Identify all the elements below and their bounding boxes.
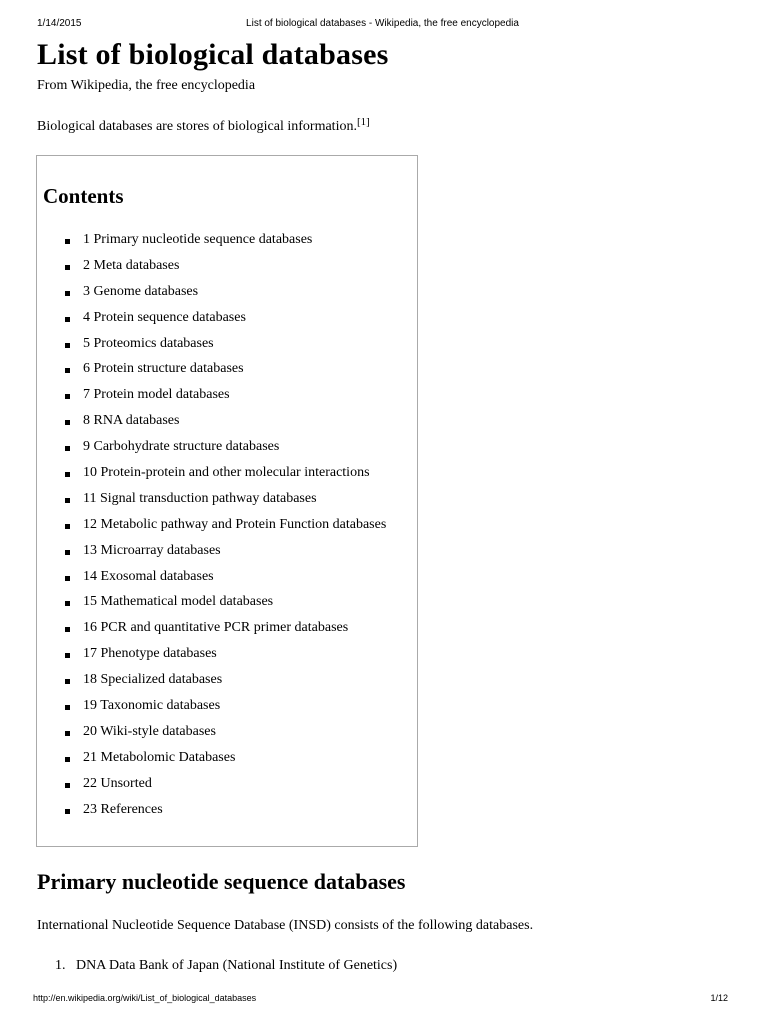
bullet-icon xyxy=(65,601,70,606)
print-url: http://en.wikipedia.org/wiki/List_of_biological_databases xyxy=(33,993,257,1003)
toc-item-label[interactable]: 19 Taxonomic databases xyxy=(83,698,221,714)
table-of-contents xyxy=(36,155,418,847)
intro-paragraph xyxy=(37,116,370,135)
toc-item-label[interactable]: 10 Protein-protein and other molecular interactions xyxy=(83,465,370,481)
section-heading: Primary nucleotide sequence databases xyxy=(37,869,406,894)
bullet-icon xyxy=(65,317,70,322)
toc-item-label[interactable]: 8 RNA databases xyxy=(83,413,180,429)
toc-list xyxy=(37,232,417,830)
bullet-icon xyxy=(65,809,70,814)
toc-item-label[interactable]: 11 Signal transduction pathway databases xyxy=(83,490,317,506)
bullet-icon xyxy=(65,627,70,632)
bullet-icon xyxy=(65,679,70,684)
print-footer xyxy=(33,993,728,1007)
toc-item-label[interactable]: 4 Protein sequence databases xyxy=(83,309,246,325)
bullet-icon xyxy=(65,368,70,373)
toc-item-label[interactable]: 9 Carbohydrate structure databases xyxy=(83,439,280,455)
bullet-icon xyxy=(65,265,70,270)
list-item-number: 1. xyxy=(55,958,66,973)
toc-item-label[interactable]: 20 Wiki-style databases xyxy=(83,723,216,739)
toc-item-label[interactable]: 13 Microarray databases xyxy=(83,542,221,558)
bullet-icon xyxy=(65,472,70,477)
toc-item-label[interactable]: 12 Metabolic pathway and Protein Function databases xyxy=(83,516,387,532)
bullet-icon xyxy=(65,576,70,581)
intro-text: Biological databases are stores of biological information. xyxy=(37,119,357,134)
toc-item-label[interactable]: 3 Genome databases xyxy=(83,283,199,299)
bullet-icon xyxy=(65,550,70,555)
toc-item-label[interactable]: 23 References xyxy=(83,801,163,817)
bullet-icon xyxy=(65,705,70,710)
bullet-icon xyxy=(65,524,70,529)
toc-item-label[interactable]: 1 Primary nucleotide sequence databases xyxy=(83,232,313,247)
toc-item-label[interactable]: 15 Mathematical model databases xyxy=(83,594,274,610)
toc-item-label[interactable]: 14 Exosomal databases xyxy=(83,568,214,584)
list-item-text[interactable]: DNA Data Bank of Japan (National Institute of Genetics) xyxy=(76,958,398,973)
bullet-icon xyxy=(65,291,70,296)
bullet-icon xyxy=(65,394,70,399)
tagline: From Wikipedia, the free encyclopedia xyxy=(37,78,256,93)
toc-item[interactable] xyxy=(37,801,417,831)
toc-item-label[interactable]: 6 Protein structure databases xyxy=(83,361,244,377)
toc-item-label[interactable]: 17 Phenotype databases xyxy=(83,646,217,662)
page-title: List of biological databases xyxy=(37,38,389,71)
toc-item-label[interactable]: 18 Specialized databases xyxy=(83,672,223,688)
section-text: International Nucleotide Sequence Database (INSD) consists of the following databases. xyxy=(37,918,534,933)
page-number: 1/12 xyxy=(710,993,728,1003)
bullet-icon xyxy=(65,653,70,658)
bullet-icon xyxy=(65,757,70,762)
toc-item-label[interactable]: 16 PCR and quantitative PCR primer databases xyxy=(83,620,349,636)
bullet-icon xyxy=(65,420,70,425)
reference-link[interactable]: [1] xyxy=(356,116,370,128)
print-page-title: List of biological databases - Wikipedia, the free encyclopedia xyxy=(246,18,519,29)
bullet-icon xyxy=(65,783,70,788)
toc-item-label[interactable]: 22 Unsorted xyxy=(83,775,152,791)
list-item xyxy=(55,958,397,974)
bullet-icon xyxy=(65,239,70,244)
toc-title: Contents xyxy=(43,184,124,208)
bullet-icon xyxy=(65,446,70,451)
print-date: 1/14/2015 xyxy=(37,18,82,29)
bullet-icon xyxy=(65,343,70,348)
bullet-icon xyxy=(65,731,70,736)
toc-item-label[interactable]: 7 Protein model databases xyxy=(83,387,230,403)
toc-item-label[interactable]: 5 Proteomics databases xyxy=(83,335,214,351)
bullet-icon xyxy=(65,498,70,503)
toc-item-label[interactable]: 2 Meta databases xyxy=(83,257,180,273)
print-header xyxy=(37,18,728,32)
toc-item-label[interactable]: 21 Metabolomic Databases xyxy=(83,749,236,765)
